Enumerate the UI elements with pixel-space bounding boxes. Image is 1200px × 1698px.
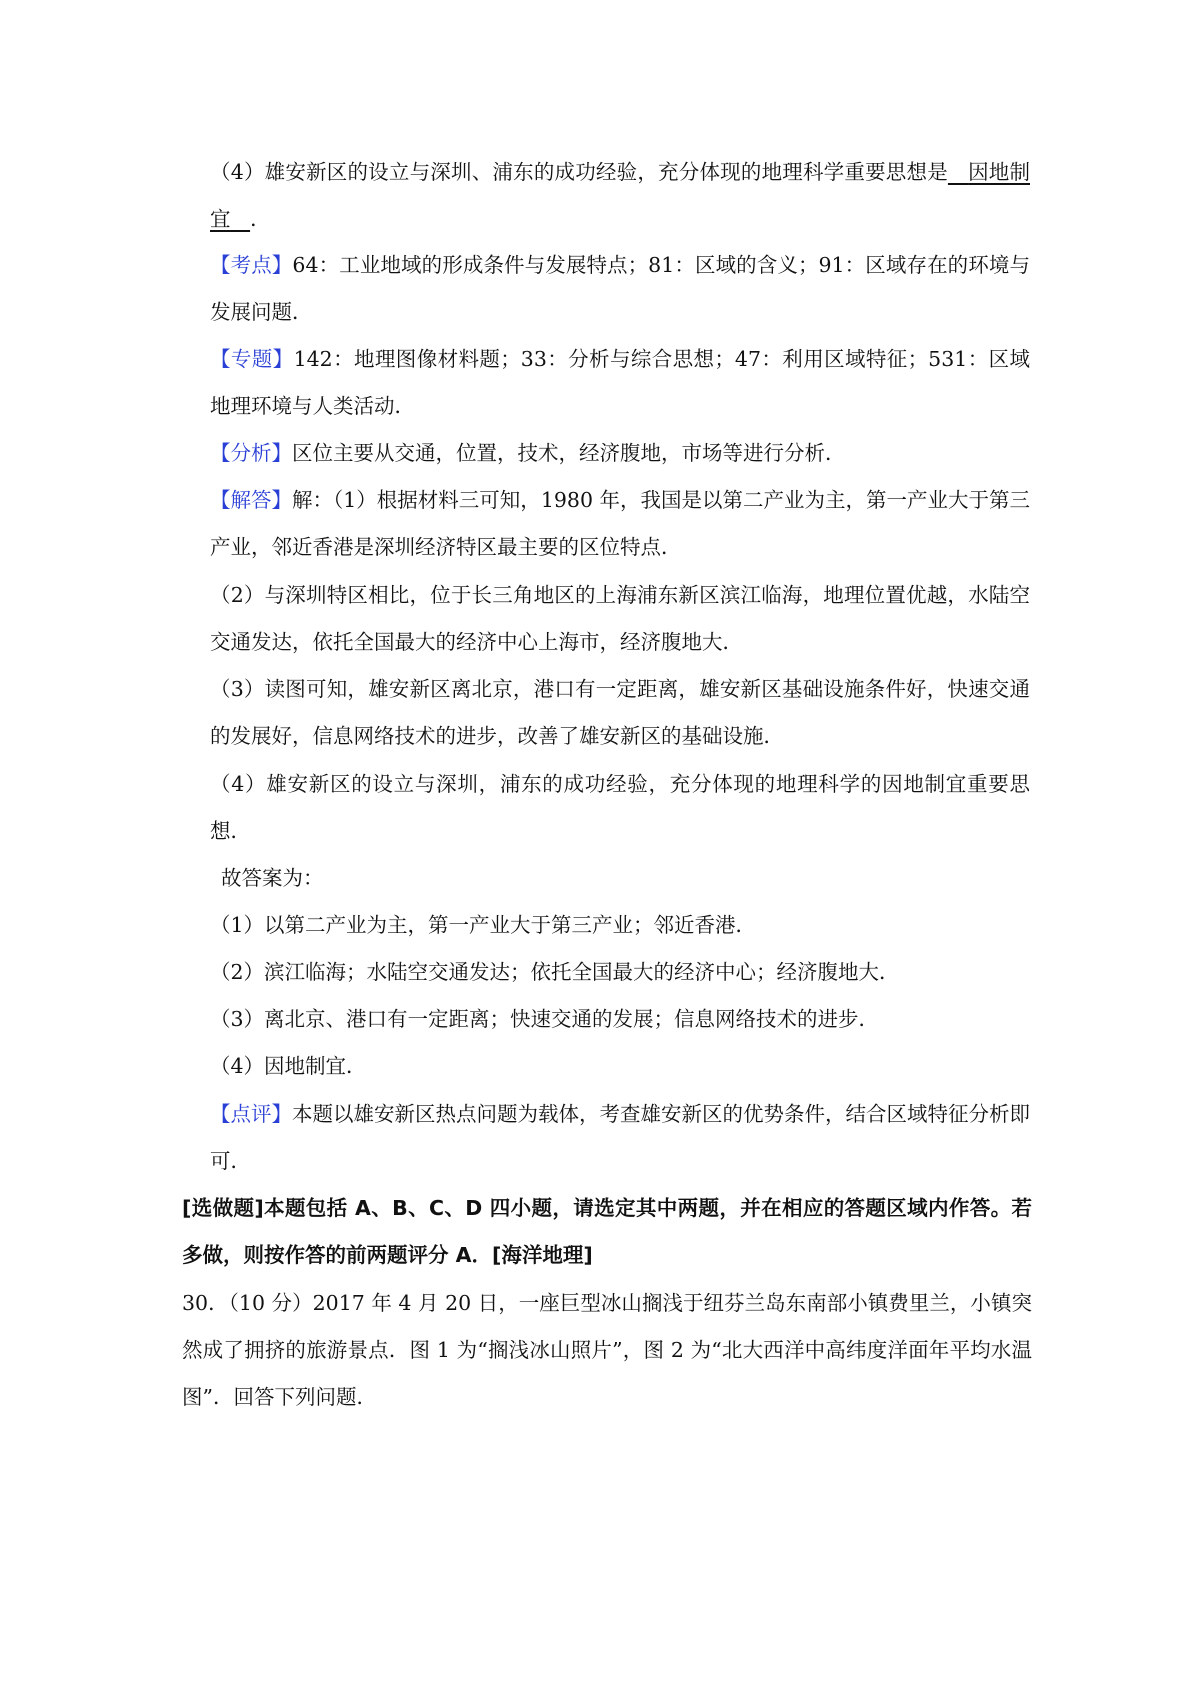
fenxi-text: 区位主要从交通，位置，技术，经济腹地，市场等进行分析． [292, 441, 846, 465]
answer-para-4: （4）雄安新区的设立与深圳，浦东的成功经验，充分体现的地理科学的因地制宜重要思想． [210, 772, 1030, 843]
q4-answer: 因地制宜 [210, 160, 1031, 231]
q4-end: ． [250, 207, 271, 231]
fenxi-section [210, 430, 1030, 477]
kaodian-text: 64：工业地域的形成条件与发展特点；81：区域的含义；91：区域存在的环境与发展问题． [210, 253, 1030, 324]
kaodian-tag: 【考点】 [210, 253, 293, 277]
dianping-text: 本题以雄安新区热点问题为载体，考查雄安新区的优势条件，结合区域特征分析即可． [210, 1102, 1030, 1173]
q4-question [210, 149, 1030, 243]
kaodian-section [210, 242, 1030, 336]
question-30-text: 30．（10 分）2017 年 4 月 20 日，一座巨型冰山搁浅于纽芬兰岛东南部小镇费里兰，小镇突然成了拥挤的旅游景点．图 1 为“搁浅冰山照片”，图 2 为“北大西洋中高纬度洋面年平均水温图”．回答下列问题． [182, 1291, 1032, 1409]
zhuanti-text: 142：地理图像材料题；33：分析与综合思想；47：利用区域特征；531：区域地理环境与人类活动． [210, 347, 1030, 418]
final-answer-2: （2）滨江临海；水陆空交通发达；依托全国最大的经济中心；经济腹地大． [210, 960, 900, 984]
q4-question-text: （4）雄安新区的设立与深圳、浦东的成功经验，充分体现的地理科学重要思想是 [210, 160, 948, 184]
zhuanti-tag: 【专题】 [210, 347, 294, 371]
question-30 [182, 1280, 1032, 1421]
dianping-tag: 【点评】 [210, 1102, 292, 1126]
final-answer-1: （1）以第二产业为主，第一产业大于第三产业；邻近香港． [210, 913, 757, 937]
dianping-section [210, 1091, 1030, 1185]
answer-para-3: （3）读图可知，雄安新区离北京，港口有一定距离，雄安新区基础设施条件好，快速交通的发展好，信息网络技术的进步，改善了雄安新区的基础设施． [210, 677, 1030, 748]
jieda-text: 解：（1）根据材料三可知，1980 年，我国是以第二产业为主，第一产业大于第三产业，邻近香港是深圳经济特区最主要的区位特点． [210, 488, 1031, 559]
final-answer-4: （4）因地制宜． [210, 1054, 367, 1078]
jieda-section [210, 477, 1030, 571]
gudaan-label: 故答案为： [221, 866, 324, 890]
elective-instructions: [选做题]本题包括 A、B、C、D 四小题，请选定其中两题，并在相应的答题区域内作答。若多做，则按作答的前两题评分 A．[海洋地理] [182, 1196, 1032, 1267]
final-answer-3: （3）离北京、港口有一定距离；快速交通的发展；信息网络技术的进步． [210, 1007, 880, 1031]
jieda-tag: 【解答】 [210, 488, 293, 512]
fenxi-tag: 【分析】 [210, 441, 292, 465]
answer-para-2: （2）与深圳特区相比，位于长三角地区的上海浦东新区滨江临海，地理位置优越，水陆空交通发达，依托全国最大的经济中心上海市，经济腹地大． [210, 583, 1030, 654]
zhuanti-section [210, 336, 1030, 430]
